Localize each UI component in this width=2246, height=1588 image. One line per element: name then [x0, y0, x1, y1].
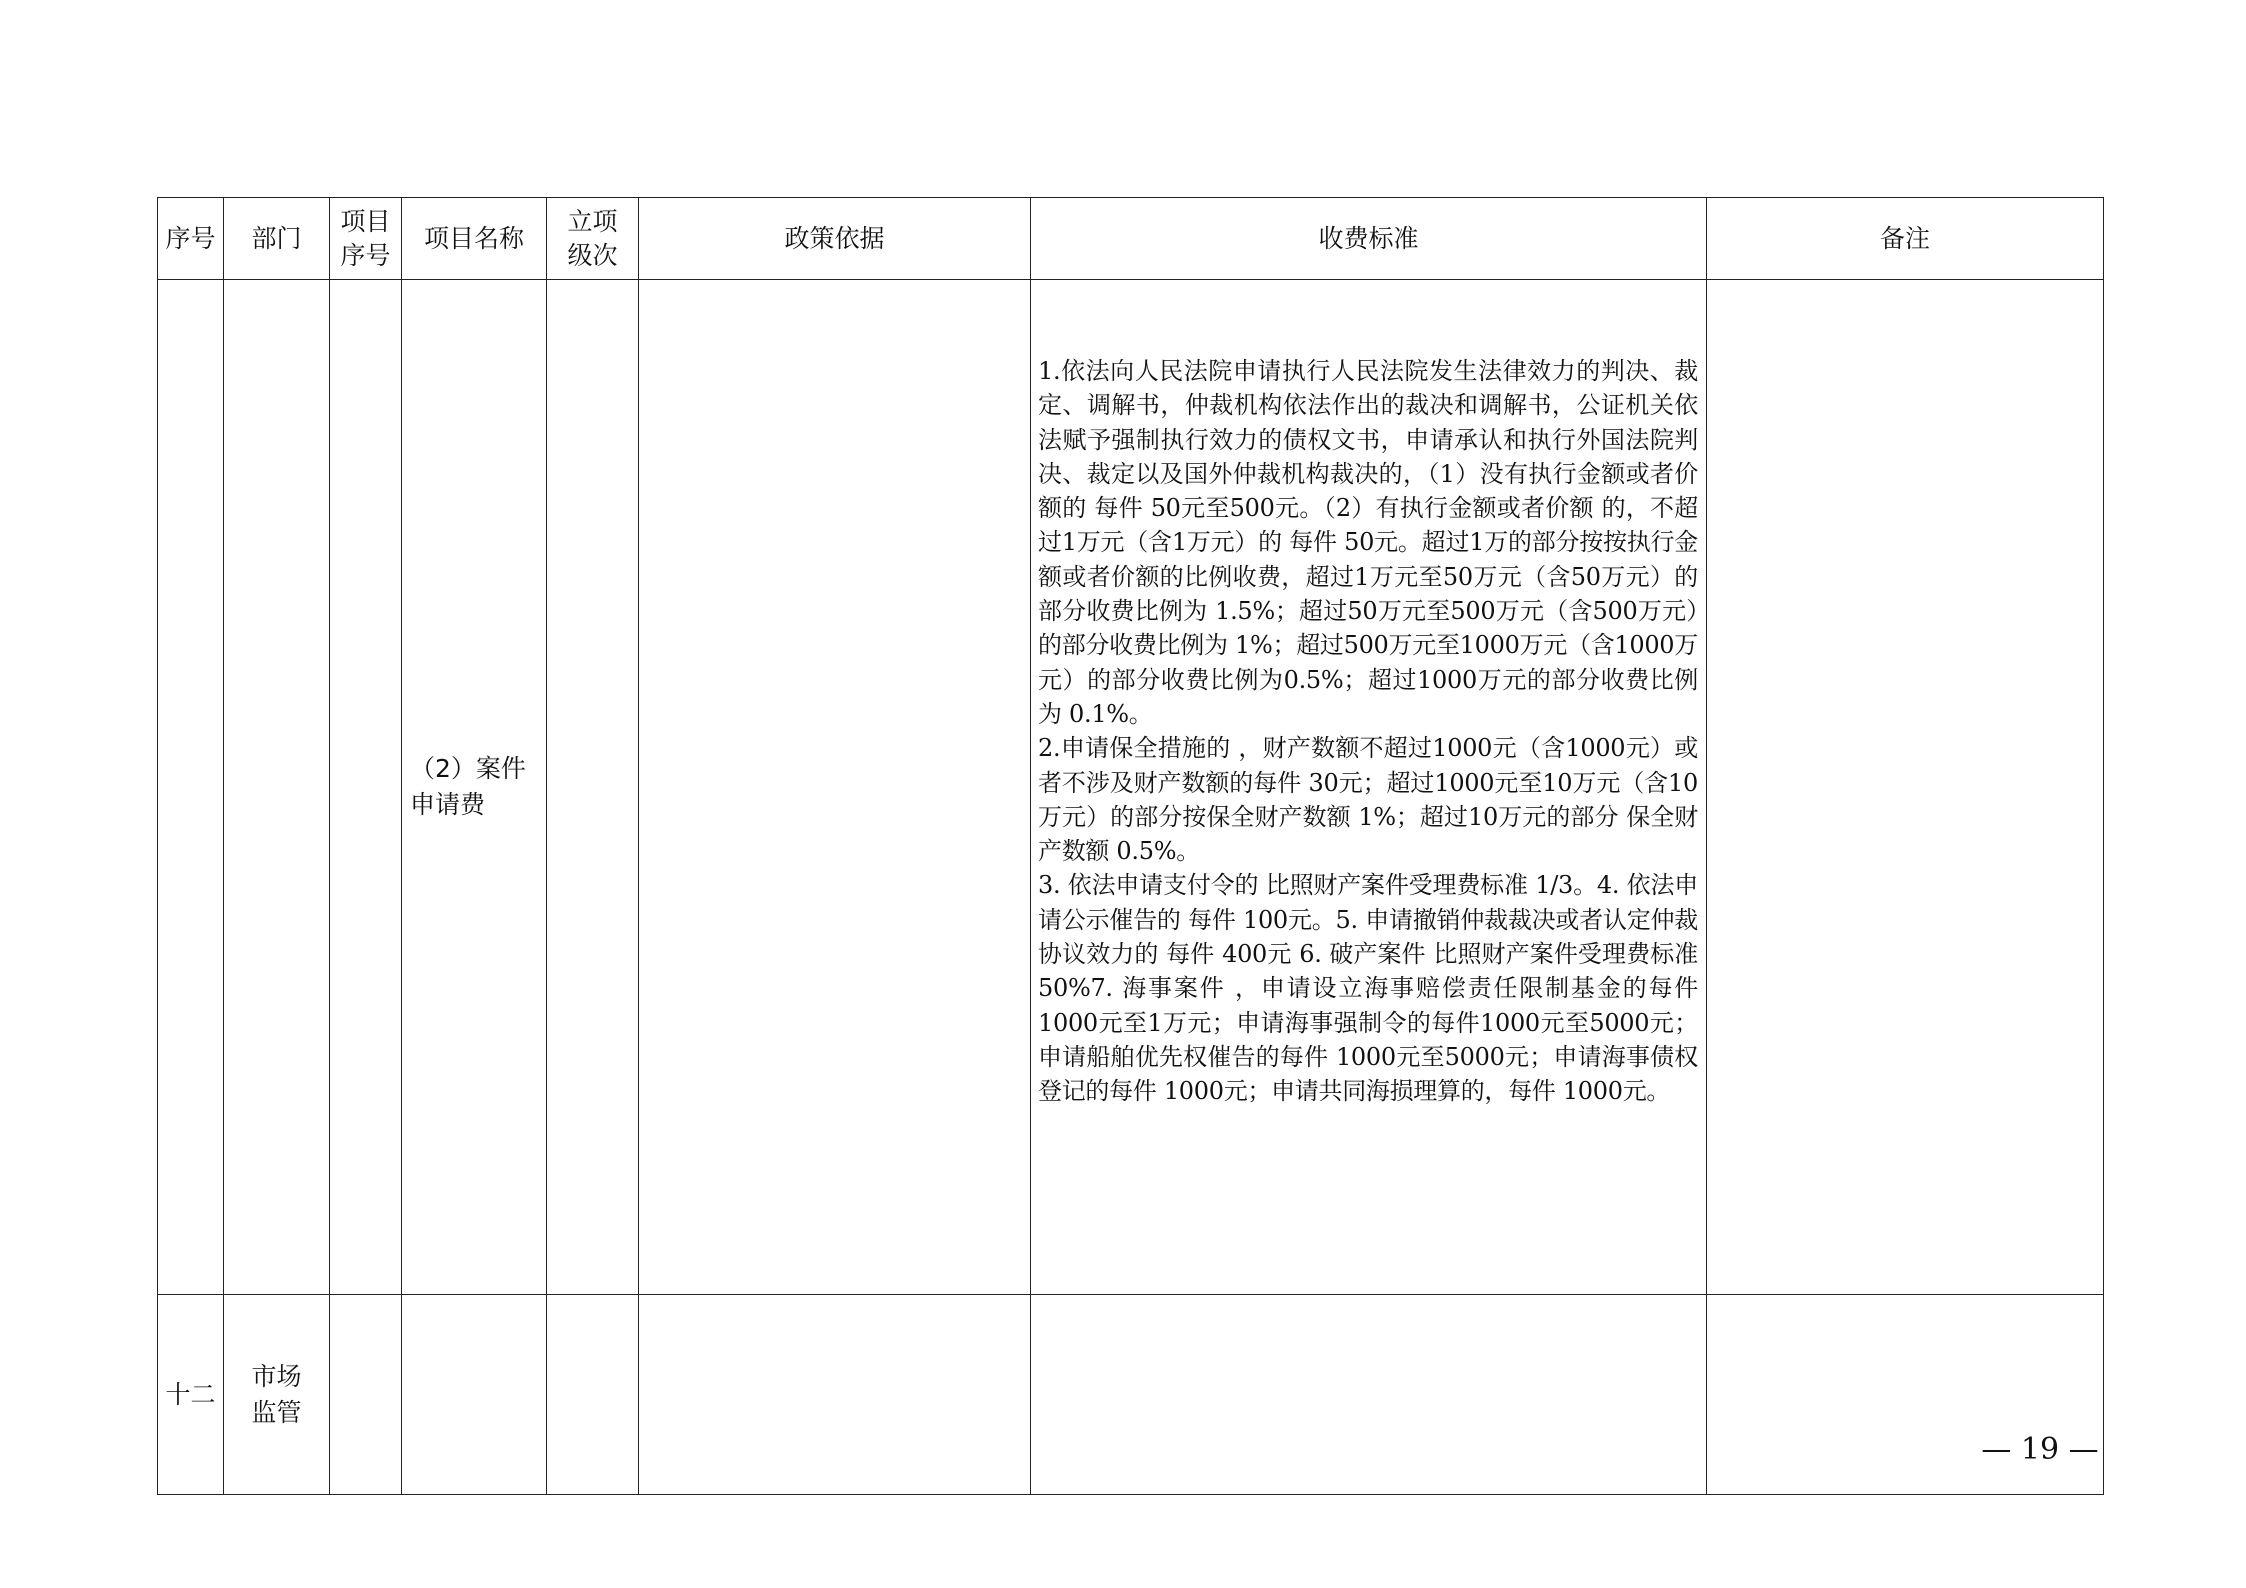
header-item-seq: 项目 序号	[330, 198, 402, 280]
cell-dept: 市场 监管	[224, 1295, 330, 1495]
table-row	[158, 1295, 2104, 1495]
cell-seq	[158, 280, 224, 1295]
cell-remark	[1707, 280, 2104, 1295]
cell-item-name: （2）案件申请费	[402, 280, 547, 1295]
header-dept: 部门	[224, 198, 330, 280]
page-number: — 19 —	[1981, 1432, 2099, 1467]
cell-level	[547, 280, 639, 1295]
cell-level	[547, 1295, 639, 1495]
cell-dept	[224, 280, 330, 1295]
fee-table	[157, 197, 2104, 1495]
table-row	[158, 280, 2104, 1295]
header-seq: 序号	[158, 198, 224, 280]
cell-item-seq	[330, 280, 402, 1295]
cell-item-seq	[330, 1295, 402, 1495]
cell-policy	[639, 280, 1031, 1295]
cell-standard	[1031, 1295, 1707, 1495]
cell-policy	[639, 1295, 1031, 1495]
header-level: 立项 级次	[547, 198, 639, 280]
table-header-row	[158, 198, 2104, 280]
header-standard: 收费标准	[1031, 198, 1707, 280]
cell-item-name	[402, 1295, 547, 1495]
header-policy: 政策依据	[639, 198, 1031, 280]
header-item-name: 项目名称	[402, 198, 547, 280]
header-remark: 备注	[1707, 198, 2104, 280]
cell-seq: 十二	[158, 1295, 224, 1495]
cell-standard: 1.依法向人民法院申请执行人民法院发生法律效力的判决、裁定、调解书，仲裁机构依法作出的裁决和调解书，公证机关依法赋予强制执行效力的债权文书，申请承认和执行外国法院判决、裁定以及国外仲裁机构裁决的，（1）没有执行金额或者价额的 每件 50元至500元。（2）有执行金额或者价额 的，不超过1万元（含1万元）的 每件 50元。超过1万的部分按按执行金额或者价额的比例收费，超过1万元至50万元（含50万元）的部分收费比例为 1.5%；超过50万元至500万元（含500万元）的部分收费比例为 1%；超过500万元至1000万元（含1000万元）的部分收费比例为0.5%；超过1000万元的部分收费比例为 0.1%。 2.申请保全措施的 ，财产数额不超过1000元（含1000元）或者不涉及财产数额的每件 30元；超过1000元至10万元（含10万元）的部分按保全财产数额 1%；超过10万元的部分 保全财产数额 0.5%。 3. 依法申请支付令的 比照财产案件受理费标准 1/3。4. 依法申请公示催告的 每件 100元。5. 申请撤销仲裁裁决或者认定仲裁协议效力的 每件 400元 6. 破产案件 比照财产案件受理费标准 50%7. 海事案件 ，申请设立海事赔偿责任限制基金的每件 1000元至1万元；申请海事强制令的每件1000元至5000元；申请船舶优先权催告的每件 1000元至5000元；申请海事债权登记的每件 1000元；申请共同海损理算的，每件 1000元。	[1031, 280, 1707, 1295]
